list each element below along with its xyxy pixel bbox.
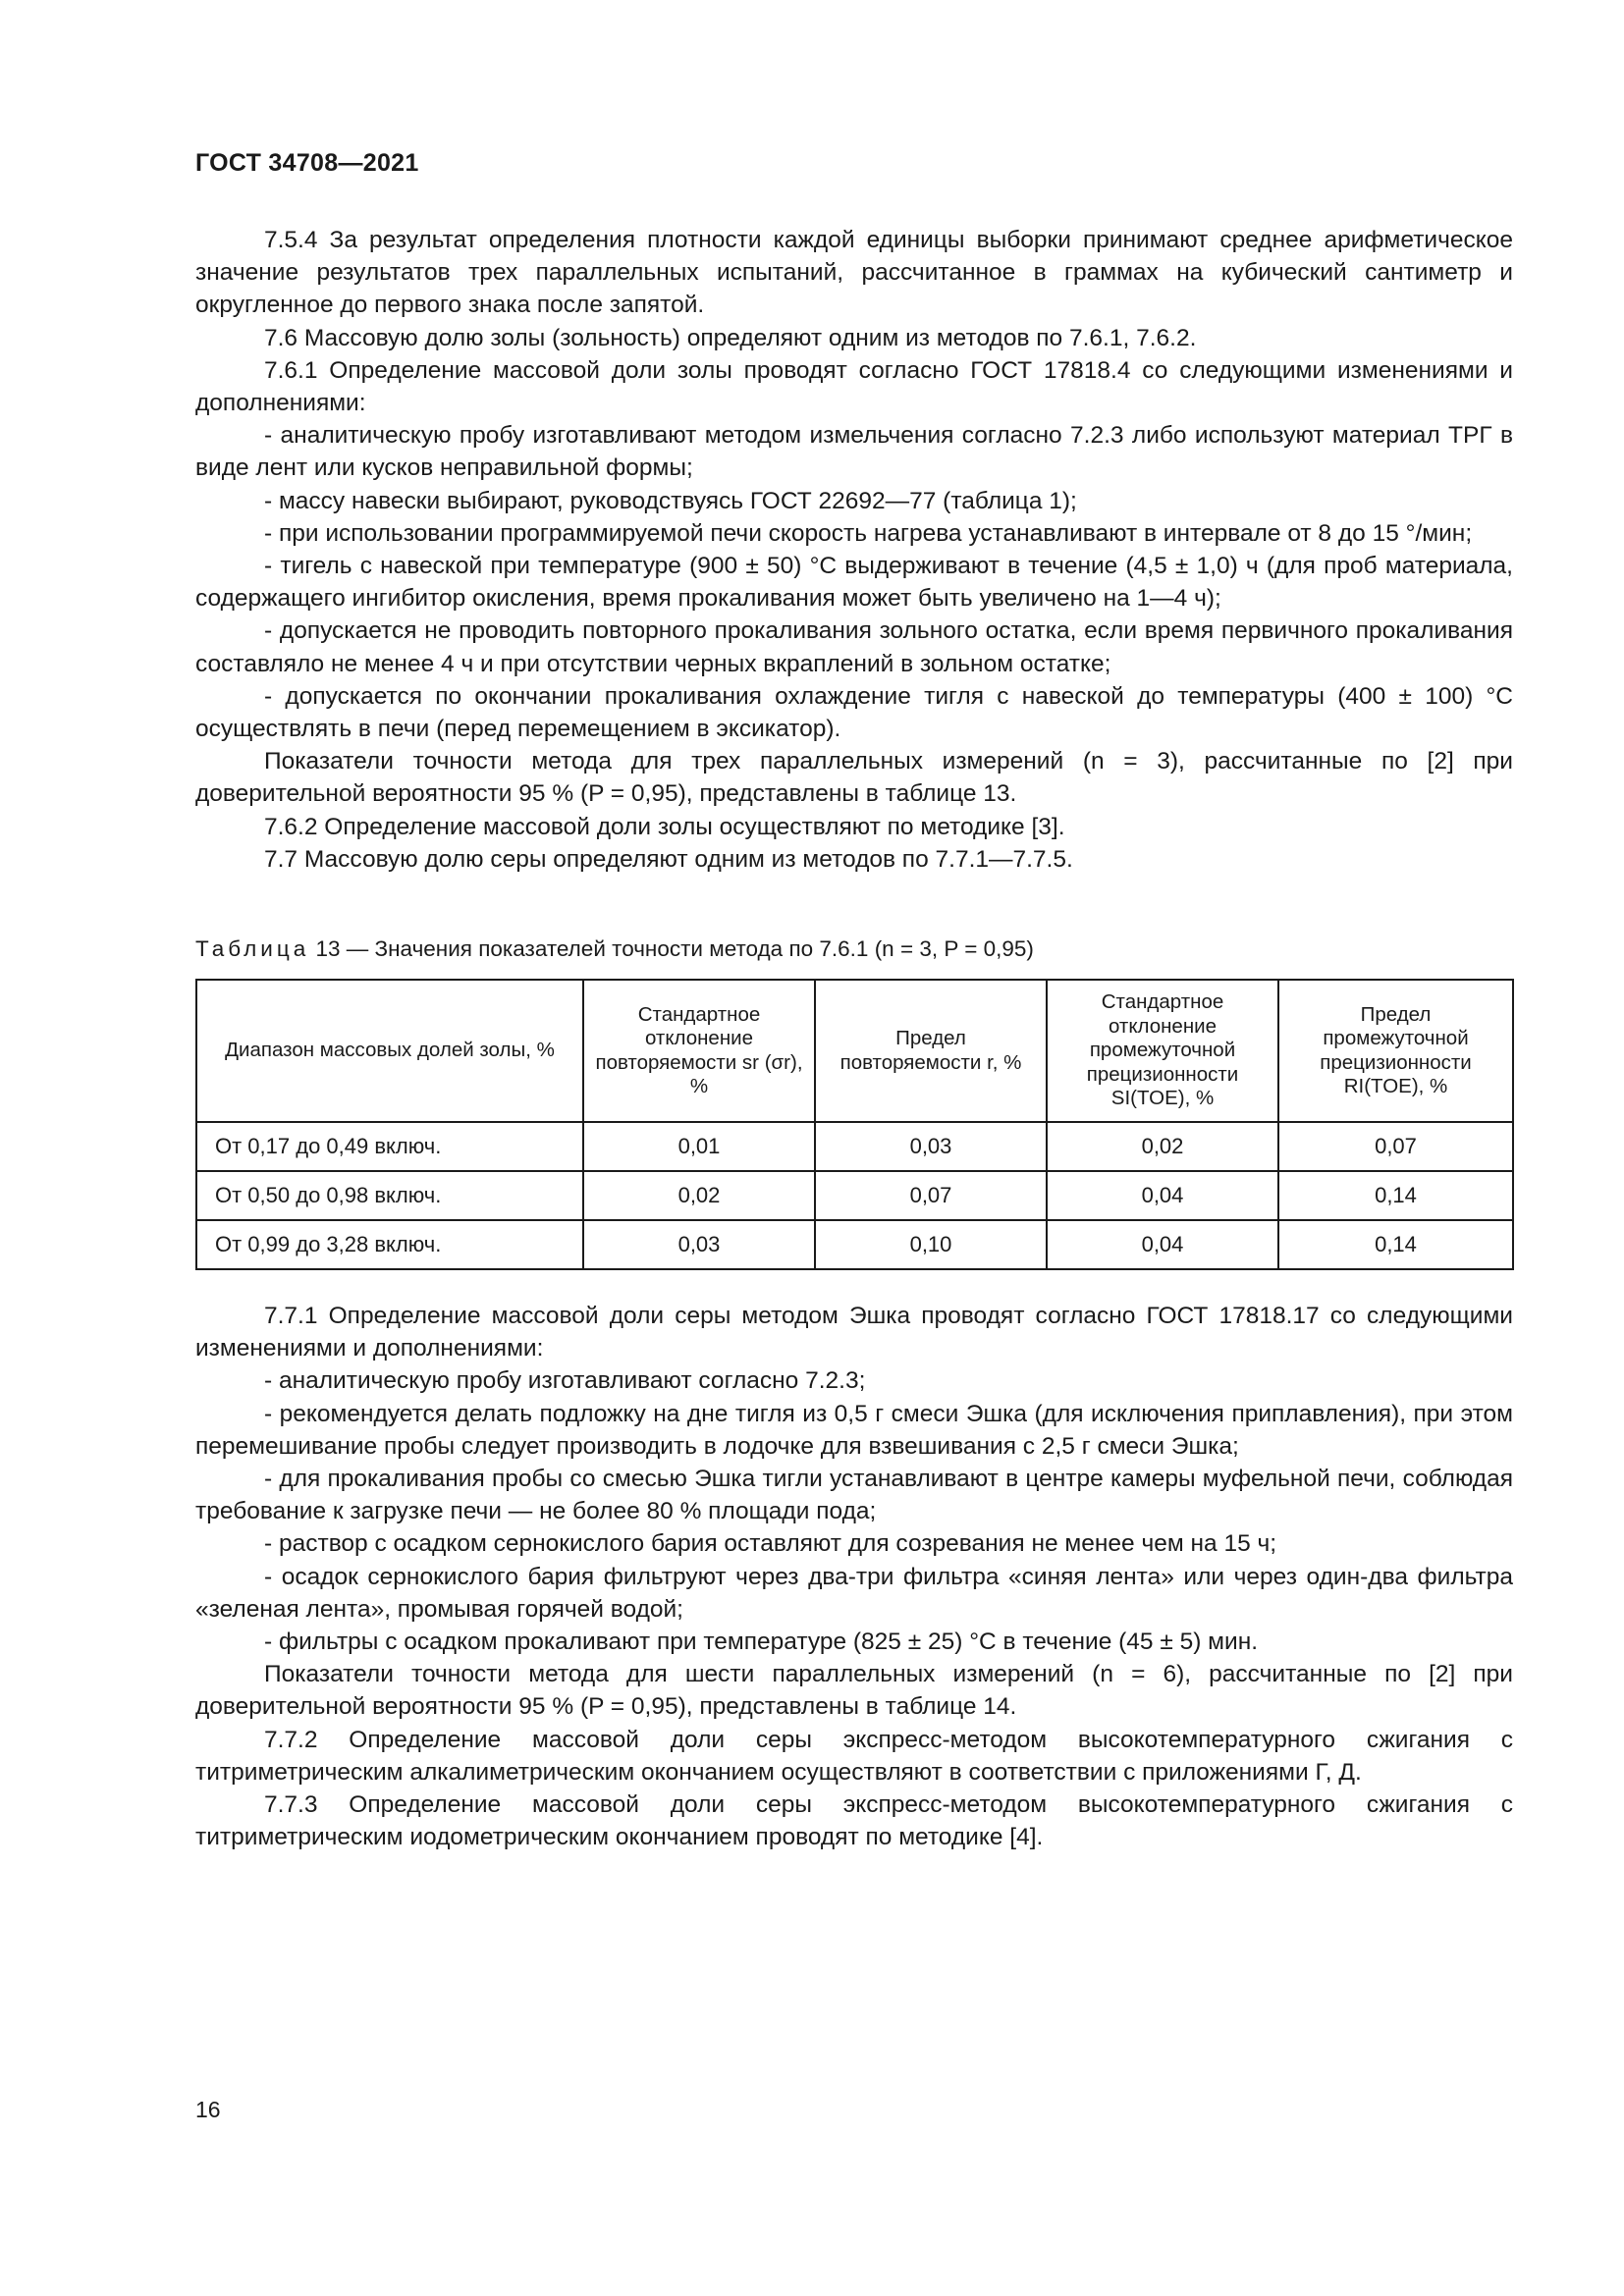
list-item: - осадок сернокислого бария фильтруют через два-три фильтра «синяя лента» или через один-два фильтра «зеленая лента», промывая горячей водой;: [195, 1563, 1513, 1623]
table-caption-label: Таблица: [195, 936, 310, 961]
list-item: - аналитическую пробу изготавливают методом измельчения согласно 7.2.3 либо используют материал ТРГ в виде лент или кусков неправильной формы;: [195, 422, 1513, 482]
table-cell: 0,01: [583, 1122, 815, 1171]
paragraph: 7.7 Массовую долю серы определяют одним из методов по 7.7.1—7.7.5.: [264, 845, 1073, 873]
table-row: [196, 1122, 1513, 1171]
table-row: [196, 1220, 1513, 1269]
table-cell: 0,04: [1047, 1171, 1278, 1220]
list-item: - фильтры с осадком прокаливают при температуре (825 ± 25) °С в течение (45 ± 5) мин.: [264, 1629, 1259, 1656]
paragraph: 7.7.1 Определение массовой доли серы методом Эшка проводят согласно ГОСТ 17818.17 со следующими изменениями и дополнениями:: [195, 1303, 1513, 1362]
list-item: - массу навески выбирают, руководствуясь ГОСТ 22692—77 (таблица 1);: [264, 487, 1077, 514]
document-header: ГОСТ 34708—2021: [195, 149, 419, 177]
table-header-row: [196, 980, 1513, 1122]
paragraph: 7.6.1 Определение массовой доли золы проводят согласно ГОСТ 17818.4 со следующими изменениями и дополнениями:: [195, 356, 1513, 417]
table-cell: От 0,50 до 0,98 включ.: [196, 1171, 583, 1220]
table-cell: 0,07: [815, 1171, 1047, 1220]
column-header-ri: Предел промежуточной прецизионности RI(TOE), %: [1278, 980, 1513, 1122]
table-caption-text: 13 — Значения показателей точности метода по 7.6.1 (n = 3, P = 0,95): [315, 936, 1034, 961]
page-number: 16: [195, 2097, 221, 2122]
paragraph: 7.6 Массовую долю золы (зольность) определяют одним из методов по 7.6.1, 7.6.2.: [264, 324, 1197, 351]
table-cell: 0,10: [815, 1220, 1047, 1269]
table-cell: 0,02: [583, 1171, 815, 1220]
list-item: - тигель с навеской при температуре (900 ± 50) °С выдерживают в течение (4,5 ± 1,0) ч (для проб материала, содержащего ингибитор окисления, время прокаливания может быть увеличено на 1—4 ч);: [195, 553, 1513, 613]
precision-table: [195, 979, 1514, 1270]
paragraph: Показатели точности метода для шести параллельных измерений (n = 6), рассчитанные по [2] при доверительной вероятности 95 % (P = 0,95), представлены в таблице 14.: [195, 1661, 1513, 1721]
table-cell: 0,14: [1278, 1171, 1513, 1220]
table-cell: 0,07: [1278, 1122, 1513, 1171]
list-item: - при использовании программируемой печи скорость нагрева устанавливают в интервале от 8 до 15 °/мин;: [264, 519, 1473, 547]
table-cell: 0,03: [815, 1122, 1047, 1171]
list-item: - раствор с осадком сернокислого бария оставляют для созревания не менее чем на 15 ч;: [264, 1530, 1277, 1558]
table-cell: 0,14: [1278, 1220, 1513, 1269]
column-header-range: Диапазон массовых долей золы, %: [196, 980, 583, 1122]
list-item: - аналитическую пробу изготавливают согласно 7.2.3;: [264, 1367, 866, 1395]
table-cell: 0,04: [1047, 1220, 1278, 1269]
table-cell: От 0,99 до 3,28 включ.: [196, 1220, 583, 1269]
paragraph: 7.5.4 За результат определения плотности каждой единицы выборки принимают среднее арифметическое значение результатов трех параллельных испытаний, рассчитанное в граммах на кубический сантиметр и округленное до первого знака после запятой.: [195, 227, 1513, 319]
table-cell: 0,02: [1047, 1122, 1278, 1171]
list-item: - допускается не проводить повторного прокаливания зольного остатка, если время первичного прокаливания составляло не менее 4 ч и при отсутствии черных вкраплений в зольном остатке;: [195, 617, 1513, 677]
column-header-si: Стандартное отклонение промежуточной прецизионности SI(TOE), %: [1047, 980, 1278, 1122]
column-header-sr: Стандартное отклонение повторяемости sr (σr), %: [583, 980, 815, 1122]
paragraph: 7.7.3 Определение массовой доли серы экспресс-методом высокотемпературного сжигания с титриметрическим иодометрическим окончанием проводят по методике [4].: [195, 1791, 1513, 1851]
section-text-top: [195, 224, 1513, 876]
table-row: [196, 1171, 1513, 1220]
list-item: - допускается по окончании прокаливания охлаждение тигля с навеской до температуры (400 ± 100) °С осуществлять в печи (перед перемещением в эксикатор).: [195, 682, 1513, 743]
paragraph: 7.6.2 Определение массовой доли золы осуществляют по методике [3].: [264, 813, 1065, 840]
section-text-bottom: [195, 1300, 1513, 1853]
table-cell: 0,03: [583, 1220, 815, 1269]
paragraph: Показатели точности метода для трех параллельных измерений (n = 3), рассчитанные по [2] при доверительной вероятности 95 % (P = 0,95), представлены в таблице 13.: [195, 748, 1513, 808]
column-header-r: Предел повторяемости r, %: [815, 980, 1047, 1122]
paragraph: 7.7.2 Определение массовой доли серы экспресс-методом высокотемпературного сжигания с титриметрическим алкалиметрическим окончанием осуществляют в соответствии с приложениями Г, Д.: [195, 1726, 1513, 1786]
list-item: - рекомендуется делать подложку на дне тигля из 0,5 г смеси Эшка (для исключения приплавления), при этом перемешивание пробы следует производить в лодочке для взвешивания с 2,5 г смеси Эшка;: [195, 1400, 1513, 1460]
table-caption: [195, 934, 1034, 964]
table-cell: От 0,17 до 0,49 включ.: [196, 1122, 583, 1171]
list-item: - для прокаливания пробы со смесью Эшка тигли устанавливают в центре камеры муфельной печи, соблюдая требование к загрузке печи — не более 80 % площади пода;: [195, 1466, 1513, 1525]
